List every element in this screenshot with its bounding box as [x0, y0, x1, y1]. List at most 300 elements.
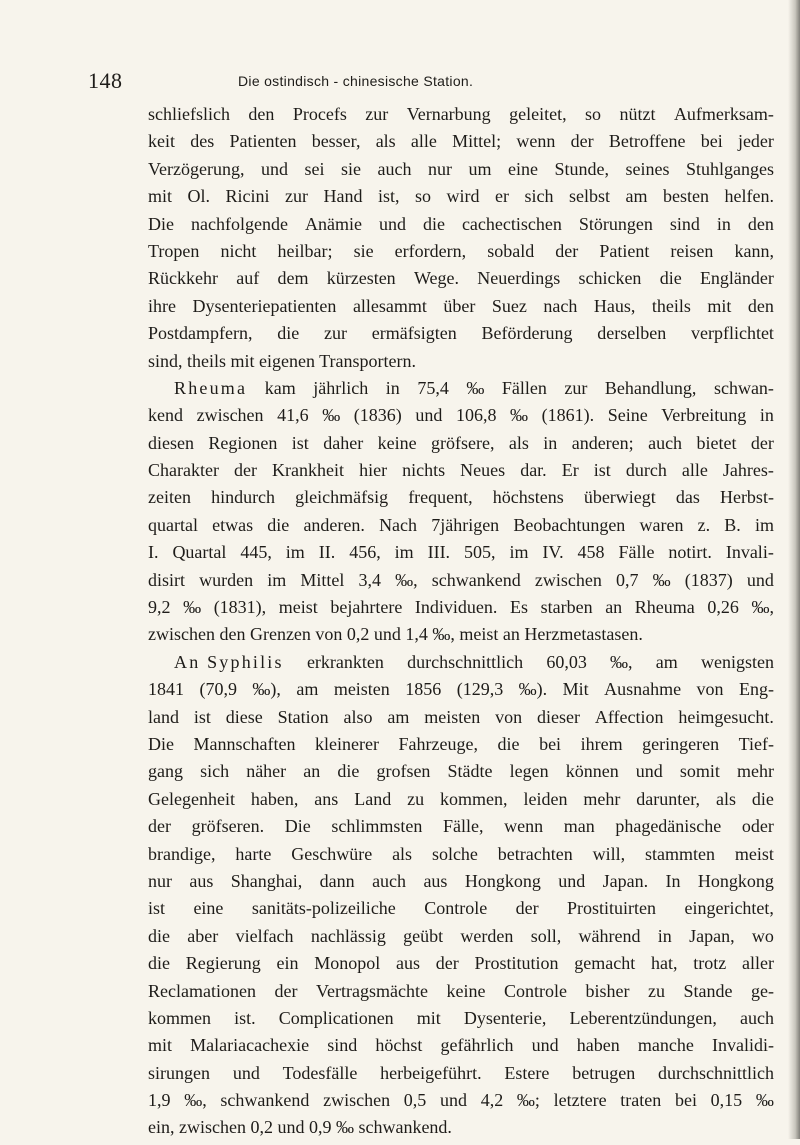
word: 41,6 — [277, 405, 309, 426]
word: und — [378, 213, 406, 234]
word: Haus, — [593, 295, 636, 316]
text-line — [148, 515, 774, 542]
paragraph — [148, 378, 774, 652]
word: 456, — [349, 542, 381, 563]
word: den — [248, 104, 275, 124]
word: gefährlich — [440, 1035, 514, 1056]
word: Stande — [683, 980, 733, 1001]
word: so — [585, 104, 602, 124]
word: Controle — [503, 980, 567, 1001]
word: näher — [246, 761, 287, 782]
line-text: zwischen den Grenzen von 0,2 und 1,4 ‰, meist an Herzmetastasen. — [148, 624, 643, 645]
word: an — [605, 597, 623, 618]
word: heimgesucht. — [678, 706, 774, 727]
spaced-keyword: An Syphilis — [174, 651, 284, 672]
word: als — [392, 843, 413, 864]
word: Fahrzeuge, — [398, 733, 478, 754]
word: mehr — [583, 788, 621, 809]
word: Regierung — [185, 953, 261, 974]
word: bei — [539, 733, 562, 754]
word: Individuen. — [414, 597, 498, 618]
word: und — [232, 1062, 260, 1083]
word: meist — [734, 843, 774, 864]
word: Japan. — [602, 870, 649, 891]
word: heilbar; — [277, 240, 333, 261]
word: jährlich — [313, 377, 369, 398]
word: mehr — [737, 761, 774, 782]
word: Patienten — [229, 131, 297, 152]
word: nachfolgende — [191, 213, 288, 234]
text-line — [148, 296, 774, 323]
word: die — [659, 268, 682, 289]
word: wo — [751, 925, 774, 946]
text-line — [148, 405, 774, 432]
word: schlimmsten — [331, 816, 423, 837]
text-line — [148, 707, 774, 734]
word: 505, — [464, 542, 496, 563]
word: 75,4 — [417, 377, 449, 398]
word: 106,8 — [455, 405, 497, 426]
word: eine — [193, 898, 224, 919]
word: diese — [225, 706, 263, 727]
word: ist. — [234, 1007, 256, 1028]
text-line — [148, 487, 774, 514]
word: eingerichtet, — [684, 898, 774, 919]
word: vielfach — [235, 925, 294, 946]
word: die — [497, 733, 520, 754]
page-number: 148 — [88, 68, 123, 93]
text-line — [148, 898, 774, 925]
word: überwiegt — [583, 487, 656, 508]
word: derselben — [597, 323, 667, 344]
word: I. — [148, 542, 159, 563]
word: Vernarbung — [406, 104, 491, 124]
word: im — [394, 542, 414, 563]
word: land — [148, 706, 179, 727]
word: IV. — [542, 542, 564, 563]
word: helfen. — [724, 186, 774, 207]
word: dieser — [537, 706, 580, 727]
word: kommen — [148, 1007, 211, 1028]
word: kleinerer — [315, 733, 379, 754]
word: kann, — [734, 240, 774, 261]
word: notirt. — [668, 542, 712, 563]
word: 458 — [577, 542, 605, 563]
word: am — [296, 679, 319, 700]
word: (1837) — [684, 569, 733, 590]
word: meisten — [424, 706, 481, 727]
word: bejahrtere — [330, 597, 403, 618]
word: zwischen — [534, 569, 602, 590]
word: zu — [647, 980, 665, 1001]
word: traten — [620, 1090, 662, 1111]
spaced-keyword: Rheuma — [174, 377, 248, 398]
word: 60,03 — [546, 651, 587, 672]
word: meisten — [333, 679, 390, 700]
word: gleichmäfsig — [295, 487, 389, 508]
word: etwas — [212, 514, 254, 535]
word: reisen — [670, 240, 714, 261]
word: kürzesten — [326, 268, 396, 289]
word: Japan, — [689, 925, 735, 946]
word: frequent, — [408, 487, 473, 508]
word: Ol. — [187, 186, 211, 207]
running-title: Die ostindisch - chinesische Station. — [238, 73, 474, 89]
word: gröfsere, — [431, 432, 495, 453]
word: wenn — [516, 131, 556, 152]
word: zu — [407, 788, 425, 809]
word: von — [495, 706, 523, 727]
word: kommen, — [440, 788, 508, 809]
word: und — [439, 1090, 467, 1111]
word: Stuhlganges — [685, 158, 774, 179]
word: der — [750, 432, 774, 453]
word: Charakter — [148, 460, 219, 481]
word: Prostitution — [474, 953, 559, 974]
word: In — [665, 870, 681, 891]
word: und — [558, 870, 586, 891]
word: Controle — [424, 898, 488, 919]
word: anderen; — [571, 432, 634, 453]
word: Herbst- — [719, 487, 774, 508]
word: geringeren — [642, 733, 720, 754]
word: eine — [507, 158, 538, 179]
word: ‰, — [184, 1090, 207, 1111]
word: bietet — [696, 432, 737, 453]
word: über — [443, 295, 476, 316]
word: Mittel — [300, 569, 345, 590]
word: bei — [700, 131, 723, 152]
word: Reclamationen — [148, 980, 256, 1001]
word: in — [759, 405, 774, 426]
word: betrachten — [497, 843, 573, 864]
word: den — [747, 213, 774, 234]
word: Neues — [460, 460, 506, 481]
word: ‰, — [751, 597, 774, 618]
text-line — [148, 953, 774, 980]
word: Stunde, — [554, 158, 609, 179]
word: durchschnittlich — [658, 1062, 774, 1083]
word: und — [531, 1035, 559, 1056]
word: durch — [625, 460, 667, 481]
word: und — [746, 569, 774, 590]
word: diesen — [148, 432, 194, 453]
word: Verzögerung, — [148, 158, 245, 179]
word: auch — [648, 432, 683, 453]
word: Complicationen — [278, 1007, 394, 1028]
word: ‰), — [252, 679, 281, 700]
text-line — [148, 214, 774, 241]
word: keit — [148, 131, 175, 152]
word: Leberentzündungen, — [569, 1007, 717, 1028]
word: herbeigeführt. — [380, 1062, 482, 1083]
word: und — [635, 761, 663, 782]
word: geübt — [403, 925, 444, 946]
word: die — [267, 514, 290, 535]
word: zur — [285, 186, 308, 207]
text-line — [148, 241, 774, 268]
word: Station — [277, 706, 329, 727]
word: sie — [340, 158, 361, 179]
word: er — [495, 186, 510, 207]
text-line — [148, 351, 774, 378]
text-line — [148, 652, 774, 679]
word: schicken — [578, 268, 642, 289]
text-line — [148, 761, 774, 788]
word: ‰ — [322, 405, 341, 426]
word: Jahres- — [722, 460, 774, 481]
word: phagedänische — [615, 816, 722, 837]
word: z. — [697, 514, 711, 535]
word: keine — [377, 432, 417, 453]
word: Malariacachexie — [190, 1035, 310, 1056]
running-head — [88, 64, 728, 94]
word: Ausnahme — [604, 679, 682, 700]
word: die — [337, 761, 360, 782]
word: Dysenterie, — [463, 1007, 547, 1028]
word: Fälle, — [442, 816, 484, 837]
word: auf — [236, 268, 260, 289]
word: ‰ — [755, 1090, 774, 1111]
word: nachlässig — [310, 925, 386, 946]
word: brandige, — [148, 843, 216, 864]
word: Krankheit — [272, 460, 345, 481]
text-line — [148, 542, 774, 569]
word: Geschwüre — [291, 843, 373, 864]
word: in — [543, 432, 558, 453]
word: den — [747, 295, 774, 316]
text-line — [148, 433, 774, 460]
word: in — [716, 213, 731, 234]
word: in — [657, 925, 672, 946]
word: ‰). — [518, 679, 548, 700]
word: Engländer — [699, 268, 774, 289]
word: betrugen — [572, 1062, 636, 1083]
word: aller — [741, 953, 774, 974]
word: mit — [707, 295, 732, 316]
paragraph — [148, 652, 774, 1145]
word: Tief- — [738, 733, 774, 754]
word: kam — [264, 377, 296, 398]
word: Die — [148, 213, 174, 234]
word: alle — [410, 131, 437, 152]
word: der — [148, 816, 171, 837]
word: Anämie — [304, 213, 362, 234]
word: nichts — [402, 460, 446, 481]
word: 7jährigen — [431, 514, 500, 535]
word: Es — [510, 597, 529, 618]
word: also — [343, 706, 373, 727]
word: Er — [561, 460, 579, 481]
word: hat, — [650, 953, 678, 974]
word: gang — [148, 761, 183, 782]
word: solche — [431, 843, 478, 864]
word: ‰; — [516, 1090, 540, 1111]
word: das — [675, 487, 700, 508]
word: nur — [148, 870, 172, 891]
word: geleitet, — [509, 104, 567, 124]
word: sich — [524, 186, 554, 207]
word: schwankend — [220, 1090, 310, 1111]
word: sobald — [487, 240, 535, 261]
word: ‰ — [466, 377, 485, 398]
text-line — [148, 816, 774, 843]
word: ‰ — [183, 597, 202, 618]
text-line — [148, 624, 774, 651]
word: Hand — [323, 186, 363, 207]
word: (1831), — [213, 597, 267, 618]
word: Störungen — [578, 213, 653, 234]
word: schwan- — [713, 377, 774, 398]
text-line — [148, 159, 774, 186]
text-line — [148, 597, 774, 624]
word: durchschnittlich — [407, 651, 524, 672]
text-line — [148, 460, 774, 487]
word: Postdampfern, — [148, 323, 253, 344]
word: höchstens — [492, 487, 564, 508]
word: Aufmerksam- — [673, 104, 774, 124]
word: Fällen — [501, 377, 547, 398]
word: Die — [284, 816, 311, 837]
word: können — [565, 761, 619, 782]
word: nur — [427, 158, 452, 179]
word: daher — [323, 432, 364, 453]
word: ermäfsigten — [371, 323, 457, 344]
word: grofsen — [376, 761, 431, 782]
word: aber — [187, 925, 219, 946]
word: 0,7 — [615, 569, 639, 590]
word: schliefslich — [148, 104, 230, 124]
word: mit — [148, 1035, 173, 1056]
word: und — [260, 158, 288, 179]
word: sanitäts-polizeiliche — [251, 898, 396, 919]
word: 445, — [240, 542, 272, 563]
word: (1861). — [541, 405, 595, 426]
text-line — [148, 789, 774, 816]
word: Patient — [599, 240, 650, 261]
word: Eng- — [738, 679, 774, 700]
word: dem — [277, 268, 309, 289]
word: der — [234, 460, 257, 481]
word: zur — [324, 323, 347, 344]
word: werden — [460, 925, 514, 946]
word: ge- — [751, 980, 774, 1001]
word: als — [508, 432, 529, 453]
word: 3,4 — [358, 569, 382, 590]
word: des — [190, 131, 215, 152]
word: erfordern, — [394, 240, 467, 261]
word: Rheuma — [634, 597, 695, 618]
word: Seine — [607, 405, 648, 426]
word: Mittel; — [452, 131, 502, 152]
text-line — [148, 104, 774, 131]
word: ist — [593, 460, 611, 481]
word: Affection — [594, 706, 664, 727]
word: Betroffene — [608, 131, 686, 152]
word: während — [578, 925, 641, 946]
word: zeiten — [148, 487, 191, 508]
word: im — [509, 542, 529, 563]
word: 1,9 — [148, 1090, 171, 1111]
line-text: sind, theils mit eigenen Transportern. — [148, 350, 416, 371]
word: darunter, — [636, 788, 701, 809]
word: haben — [576, 1035, 620, 1056]
word: meist — [278, 597, 318, 618]
word: nicht — [220, 240, 257, 261]
word: ‰, — [395, 569, 418, 590]
word: im — [754, 514, 774, 535]
word: quartal — [148, 514, 198, 535]
word: alle — [681, 460, 708, 481]
word: theils — [651, 295, 691, 316]
word: oder — [741, 816, 774, 837]
word: 9,2 — [148, 597, 171, 618]
word: an — [303, 761, 321, 782]
word: auch — [377, 158, 412, 179]
text-line — [148, 570, 774, 597]
word: ist, — [378, 186, 400, 207]
word: Behandlung, — [604, 377, 697, 398]
word: 0,26 — [707, 597, 739, 618]
word: bei — [674, 1090, 697, 1111]
word: Invali- — [725, 542, 774, 563]
word: Regionen — [208, 432, 278, 453]
word: die — [422, 213, 445, 234]
word: aus — [189, 870, 214, 891]
word: hindurch — [211, 487, 276, 508]
word: zwischen — [323, 1090, 391, 1111]
word: Quartal — [172, 542, 227, 563]
word: jeder — [737, 131, 774, 152]
text-line — [148, 378, 774, 405]
word: ist — [291, 432, 309, 453]
word: auch — [739, 1007, 774, 1028]
word: somit — [679, 761, 720, 782]
word: als — [375, 131, 396, 152]
word: Verbreitung — [661, 405, 747, 426]
word: mit — [148, 186, 173, 207]
word: 0,15 — [710, 1090, 743, 1111]
word: besser, — [311, 131, 361, 152]
word: Tropen — [148, 240, 200, 261]
word: Beförderung — [481, 323, 573, 344]
word: zwischen — [196, 405, 264, 426]
word: gröfseren. — [191, 816, 265, 837]
word: besten — [663, 186, 710, 207]
text-line — [148, 734, 774, 761]
word: Neuerdings — [477, 268, 561, 289]
word: die — [148, 925, 170, 946]
word: Die — [148, 733, 174, 754]
word: Mit — [562, 679, 589, 700]
word: Nach — [379, 514, 418, 535]
word: zur — [564, 377, 588, 398]
word: Rückkehr — [148, 268, 218, 289]
word: so — [415, 186, 432, 207]
word: ‰ — [652, 569, 671, 590]
paragraph — [148, 104, 774, 378]
word: dar. — [520, 460, 547, 481]
word: dann — [319, 870, 355, 891]
word: Estere — [504, 1062, 550, 1083]
word: Beobachtungen — [513, 514, 626, 535]
word: anderen. — [303, 514, 365, 535]
word: Suez — [491, 295, 527, 316]
word: sich — [200, 761, 230, 782]
word: (70,9 — [199, 679, 237, 700]
word: zur — [365, 104, 389, 124]
word: ist — [193, 706, 211, 727]
